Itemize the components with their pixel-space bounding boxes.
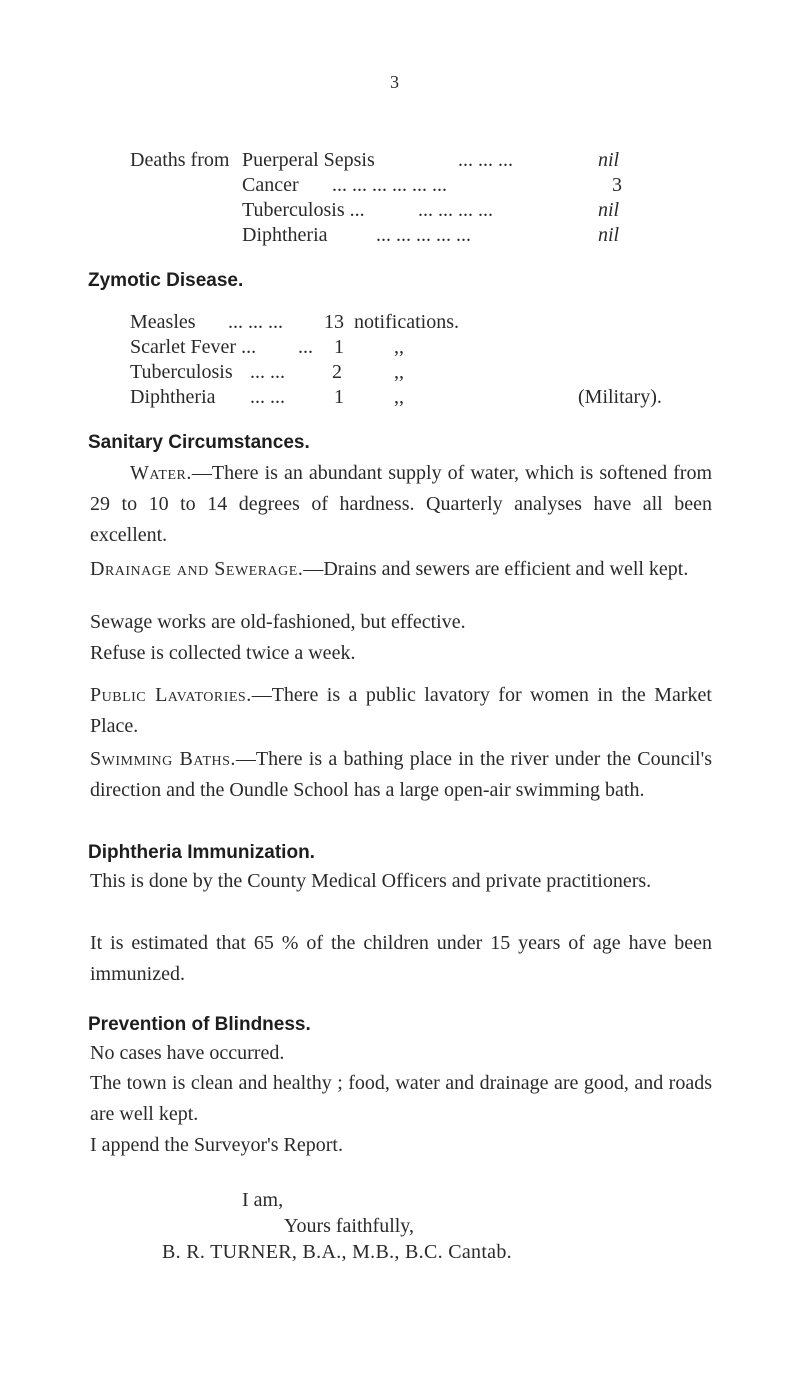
closing-line1: I am, bbox=[242, 1189, 284, 1211]
zymotic-row-unit: ,, bbox=[394, 336, 404, 358]
lavatories-text: —There is a public lavatory for women in the Market Place. bbox=[90, 684, 712, 737]
blindness-p1: No cases have occurred. bbox=[90, 1042, 285, 1064]
deaths-row-label: Puerperal Sepsis bbox=[242, 149, 375, 171]
deaths-row-dots: ... ... ... bbox=[458, 149, 513, 171]
zymotic-row-label: Measles bbox=[130, 311, 196, 333]
deaths-row-dots: ... ... ... ... bbox=[418, 199, 493, 221]
deaths-row-dots: ... ... ... ... ... bbox=[376, 224, 471, 246]
drainage-title: Drainage and Sewerage. bbox=[90, 558, 304, 580]
zymotic-row-dots: ... ... bbox=[250, 361, 285, 383]
deaths-row-value: nil bbox=[598, 149, 620, 171]
sewage-paragraph: Sewage works are old-fashioned, but effective. bbox=[90, 611, 466, 633]
water-title: Water. bbox=[130, 462, 192, 484]
deaths-row-value: nil bbox=[598, 224, 620, 246]
immunization-p1: This is done by the County Medical Officers and private practitioners. bbox=[90, 870, 652, 892]
zymotic-row-unit: ,, bbox=[394, 386, 404, 408]
drainage-paragraph bbox=[90, 554, 712, 585]
baths-text: —There is a bathing place in the river under the Council's direction and the Oundle School has a large open-air swimming bath. bbox=[90, 748, 712, 801]
zymotic-heading: Zymotic Disease. bbox=[88, 270, 244, 291]
blindness-heading: Prevention of Blindness. bbox=[88, 1014, 311, 1035]
signature: B. R. TURNER, B.A., M.B., B.C. Cantab. bbox=[162, 1241, 512, 1263]
refuse-paragraph: Refuse is collected twice a week. bbox=[90, 642, 356, 664]
zymotic-row-label: Tuberculosis bbox=[130, 361, 233, 383]
zymotic-row-count: 1 bbox=[334, 386, 344, 408]
zymotic-row-label: Scarlet Fever ... bbox=[130, 336, 257, 358]
zymotic-row-unit: notifications. bbox=[354, 311, 459, 333]
lavatories-title: Public Lavatories. bbox=[90, 684, 252, 706]
zymotic-row-count: 2 bbox=[332, 361, 342, 383]
drainage-text: —Drains and sewers are efficient and well kept. bbox=[303, 558, 689, 580]
deaths-row-label: Tuberculosis ... bbox=[242, 199, 365, 221]
zymotic-row-label: Diphtheria bbox=[130, 386, 216, 408]
zymotic-row-count: 13 bbox=[324, 311, 344, 333]
water-text: —There is an abundant supply of water, which is softened from 29 to 10 to 14 degrees of hardness. Quarterly analyses have all been excellent. bbox=[90, 462, 712, 546]
sanitary-heading: Sanitary Circumstances. bbox=[88, 432, 310, 453]
lavatories-paragraph bbox=[90, 680, 712, 742]
deaths-row-value: nil bbox=[598, 199, 620, 221]
deaths-row-value: 3 bbox=[612, 174, 622, 196]
immunization-heading: Diphtheria Immunization. bbox=[88, 842, 315, 863]
page-number: 3 bbox=[390, 72, 399, 92]
baths-title: Swimming Baths. bbox=[90, 748, 236, 770]
zymotic-row-dots: ... bbox=[298, 336, 313, 358]
deaths-intro: Deaths from bbox=[130, 149, 230, 171]
blindness-p3: I append the Surveyor's Report. bbox=[90, 1134, 343, 1156]
zymotic-row-dots: ... ... ... bbox=[228, 311, 283, 333]
zymotic-row-count: 1 bbox=[334, 336, 344, 358]
deaths-row-label: Diphtheria bbox=[242, 224, 328, 246]
zymotic-row-unit: ,, bbox=[394, 361, 404, 383]
closing-line2: Yours faithfully, bbox=[284, 1215, 415, 1237]
zymotic-row-dots: ... ... bbox=[250, 386, 285, 408]
deaths-row-label: Cancer bbox=[242, 174, 299, 196]
zymotic-row-note: (Military). bbox=[578, 386, 662, 408]
deaths-row-dots: ... ... ... ... ... ... bbox=[332, 174, 447, 196]
water-paragraph bbox=[90, 458, 712, 551]
baths-paragraph bbox=[90, 744, 712, 806]
blindness-p2: The town is clean and healthy ; food, water and drainage are good, and roads are well kept. bbox=[90, 1072, 712, 1125]
immunization-p2: It is estimated that 65 % of the children under 15 years of age have been immunized. bbox=[90, 932, 712, 985]
